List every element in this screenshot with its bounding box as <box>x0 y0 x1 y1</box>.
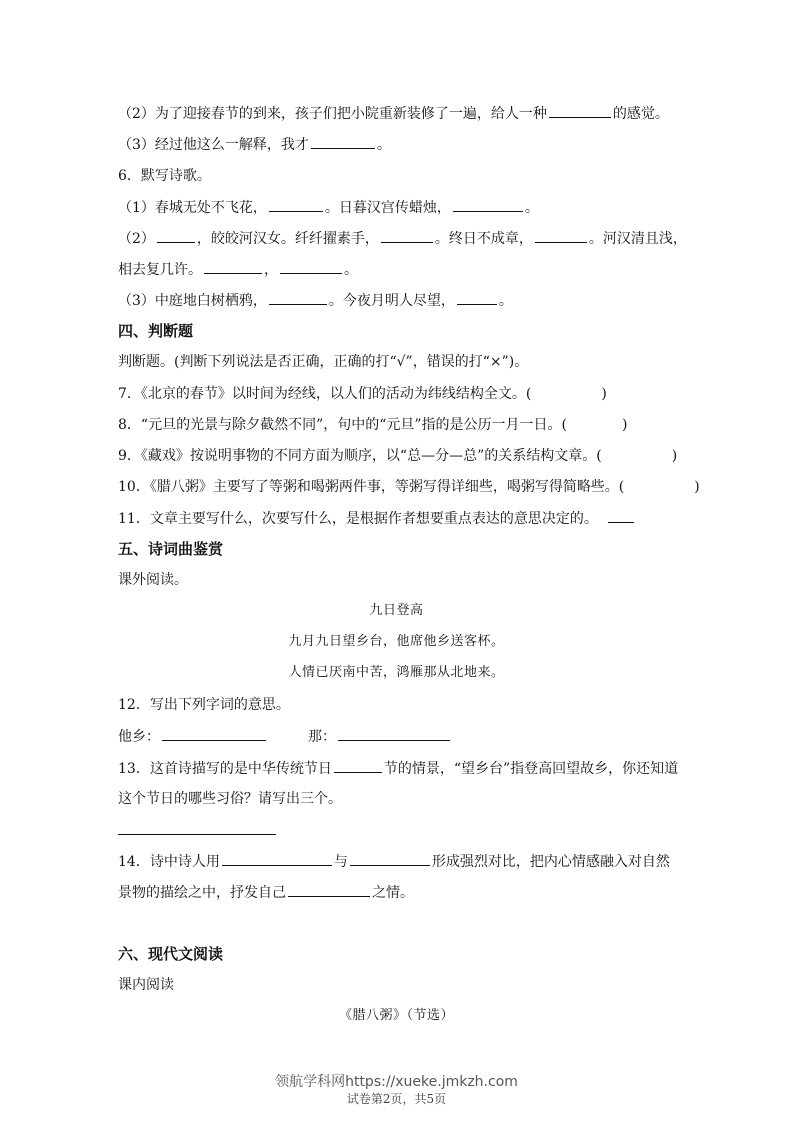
answer-blank[interactable] <box>311 134 375 149</box>
q6-item2: （2） ，皎皎河汉女。纤纤擢素手， 。终日不成章， 。河汉清且浅， <box>118 228 693 249</box>
q12: 12．写出下列字词的意思。 <box>118 697 290 713</box>
section4-heading: 四、判断题 <box>118 322 194 340</box>
section4-instruction: 判断题。(判断下列说法是否正确，正确的打“√”，错误的打“×”)。 <box>118 354 529 370</box>
q6-title: 6．默写诗歌。 <box>118 168 211 184</box>
poem-title: 九日登高 <box>369 603 424 618</box>
poem-line-2: 人情已厌南中苦，鸿雁那从北地来。 <box>288 665 505 680</box>
section6-reading-type: 课内阅读 <box>118 977 174 993</box>
q6-item2-cont: 相去复几许。 ， 。 <box>118 259 693 280</box>
watermark: 领航学科网https://xueke.jmkzh.com <box>275 1074 518 1090</box>
answer-blank[interactable] <box>549 103 611 118</box>
section5-reading-type: 课外阅读。 <box>118 572 188 588</box>
q12-answers: 他乡： 那： <box>118 726 693 747</box>
page-number: 试卷第2页，共5页 <box>346 1092 447 1106</box>
answer-blank[interactable] <box>157 228 195 243</box>
answer-blank[interactable] <box>222 851 332 866</box>
answer-blank[interactable] <box>338 726 450 741</box>
answer-blank[interactable] <box>453 197 523 212</box>
q5-item3: （3）经过他这么一解释，我才 。 <box>118 134 693 155</box>
answer-blank[interactable] <box>334 758 382 773</box>
answer-line[interactable] <box>118 834 276 835</box>
q13: 13．这首诗描写的是中华传统节日 节的情景，“望乡台”指登高回望故乡，你还知道 <box>118 758 693 779</box>
answer-blank[interactable] <box>350 851 430 866</box>
answer-blank[interactable] <box>457 290 497 305</box>
answer-blank[interactable] <box>288 882 370 897</box>
answer-blank[interactable] <box>269 290 327 305</box>
answer-blank[interactable] <box>381 228 433 243</box>
q6-item3: （3）中庭地白树栖鸦， 。今夜月明人尽望， 。 <box>118 290 693 311</box>
answer-blank[interactable] <box>269 197 323 212</box>
q6-item1: （1）春城无处不飞花， 。日暮汉宫传蜡烛， 。 <box>118 197 693 218</box>
q14-cont: 景物的描绘之中，抒发自己 之情。 <box>118 882 693 903</box>
q7: 7．《北京的春节》以时间为经线，以人们的活动为纬线结构全文。( ) <box>118 386 607 402</box>
q5-item2: （2）为了迎接春节的到来，孩子们把小院重新装修了一遍，给人一种 的感觉。 <box>118 103 693 124</box>
q11: 11．文章主要写什么，次要写什么，是根据作者想要重点表达的意思决定的。 <box>118 508 693 529</box>
answer-blank[interactable] <box>162 726 266 741</box>
section6-heading: 六、现代文阅读 <box>118 945 224 963</box>
section5-heading: 五、诗词曲鉴赏 <box>118 540 224 558</box>
passage-title: 《腊八粥》（节选） <box>338 1008 454 1023</box>
q9: 9．《藏戏》按说明事物的不同方面为顺序，以“总—分—总”的关系结构文章。( ) <box>118 448 678 464</box>
poem-line-1: 九月九日望乡台，他席他乡送客杯。 <box>288 634 505 649</box>
answer-blank[interactable] <box>204 259 262 274</box>
q14: 14．诗中诗人用 与 形成强烈对比，把内心情感融入对自然 <box>118 851 693 872</box>
answer-blank[interactable] <box>608 508 634 523</box>
q13-cont: 这个节日的哪些习俗？请写出三个。 <box>118 791 342 807</box>
q8: 8．“元旦的光景与除夕截然不同”，句中的“元旦”指的是公历一月一日。( ) <box>118 417 628 433</box>
answer-blank[interactable] <box>535 228 587 243</box>
answer-blank[interactable] <box>280 259 342 274</box>
q10: 10．《腊八粥》主要写了等粥和喝粥两件事，等粥写得详细些，喝粥写得简略些。( ) <box>118 479 700 495</box>
